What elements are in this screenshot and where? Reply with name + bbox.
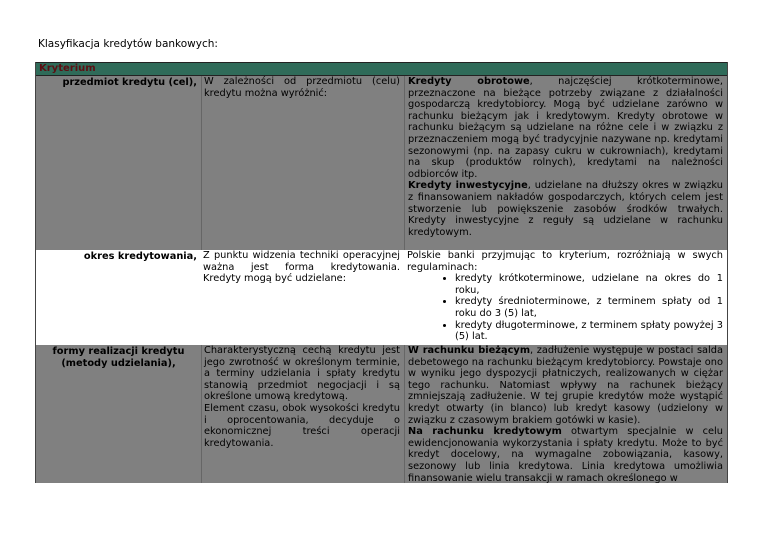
details-paragraph	[408, 76, 723, 180]
criterion-cell	[36, 250, 201, 345]
details-text: , zadłużenie występuje w postaci salda debetowego na rachunku bieżącym kredytobiorcy. Powstaje ono w wyniku jego dyspozycji płatniczych, realizowanych w ciężar tego rachunku. Natomiast wpływy na rachunek bieżący zmniejszają zadłużenie. W tej grupie kredytów może wystąpić kredyt otwarty (in blanco) lub kredyt kasowy (udzielony w związku z czasowym brakiem gotówki w kasie).	[408, 345, 723, 426]
criterion-label: przedmiot kredytu (cel),	[62, 77, 197, 88]
table-row	[36, 250, 727, 345]
details-bold: Kredyty inwestycyjne	[408, 180, 528, 192]
list-item: • kredyty średnioterminowe, z terminem spłaty od 1 roku do 3 (5) lat,	[455, 296, 723, 319]
description-paragraph: Charakterystyczną cechą kredytu jest jego zwrotność w określonym terminie, a terminy udzielania i spłaty kredytu stanowią przedmiot negocjacji i są określone umową kredytową.	[204, 345, 400, 403]
details-paragraph	[408, 426, 723, 483]
list-item: • kredyty długoterminowe, z terminem spłaty powyżej 3 (5) lat.	[455, 320, 723, 343]
details-paragraph	[408, 180, 723, 238]
table-row	[36, 76, 727, 250]
details-cell	[404, 76, 727, 250]
details-paragraph	[408, 345, 723, 426]
list-item: • kredyty krótkoterminowe, udzielane na okres do 1 roku,	[455, 273, 723, 296]
description-cell: W zależności od przedmiotu (celu) kredytu można wyróżnić:	[201, 76, 404, 250]
details-cell	[404, 345, 727, 483]
criterion-label: okres kredytowania,	[83, 251, 197, 262]
details-text: , najczęściej krótkoterminowe, przeznaczone na bieżące potrzeby związane z działalności gospodarczą kredytobiorcy. Mogą być udzielane zarówno w rachunku bieżącym jak i kredytowym. Kredyty obrotowe w rachunku bieżącym są udzielane na różne cele i w związku z przeznaczeniem mogą być tradycyjnie nazywane np. kredytami sezonowymi (np. na zapasy cukru w cukrowniach), kredytami na skup (produktów rolnych), kredytami na należności odbiorców itp.	[408, 76, 723, 180]
table-row	[36, 345, 727, 483]
table-header: Kryterium	[36, 62, 727, 76]
document-title: Klasyfikacja kredytów bankowych:	[38, 38, 218, 50]
details-bold: Kredyty obrotowe	[408, 76, 530, 87]
description-cell	[201, 345, 404, 483]
criterion-label: formy realizacji kredytu (metody udzielania),	[52, 346, 185, 369]
criterion-cell	[36, 76, 201, 250]
details-cell	[404, 250, 727, 345]
details-text: otwartym specjalnie w celu ewidencjonowania wykorzystania i spłaty kredytu. Może to być kredyt docelowy, na wymagalne zobowiązania, kasowy, sezonowy lub linia kredytowa. Linia kredytowa umożliwia finansowanie wielu transakcji w ramach określonego w	[408, 426, 723, 483]
term-list	[407, 273, 723, 343]
details-text: , udzielane na dłuższy okres w związku z finansowaniem nakładów gospodarczych, których celem jest stworzenie lub powiększenie zasobów środków trwałych. Kredyty inwestycyjne z reguły są udzielane w rachunku kredytowym.	[408, 180, 723, 238]
details-bold: Na rachunku kredytowym	[408, 426, 562, 438]
details-intro: Polskie banki przyjmując to kryterium, rozróżniają w swych regulaminach:	[407, 250, 723, 273]
credit-classification-table	[35, 62, 728, 483]
criterion-cell	[36, 345, 201, 483]
description-paragraph: Element czasu, obok wysokości kredytu i oprocentowania, decyduje o ekonomicznej treści operacji kredytowania.	[204, 402, 400, 449]
details-bold: W rachunku bieżącym	[408, 345, 531, 356]
description-cell: Z punktu widzenia techniki operacyjnej ważna jest forma kredytowania. Kredyty mogą być udzielane:	[203, 250, 400, 285]
